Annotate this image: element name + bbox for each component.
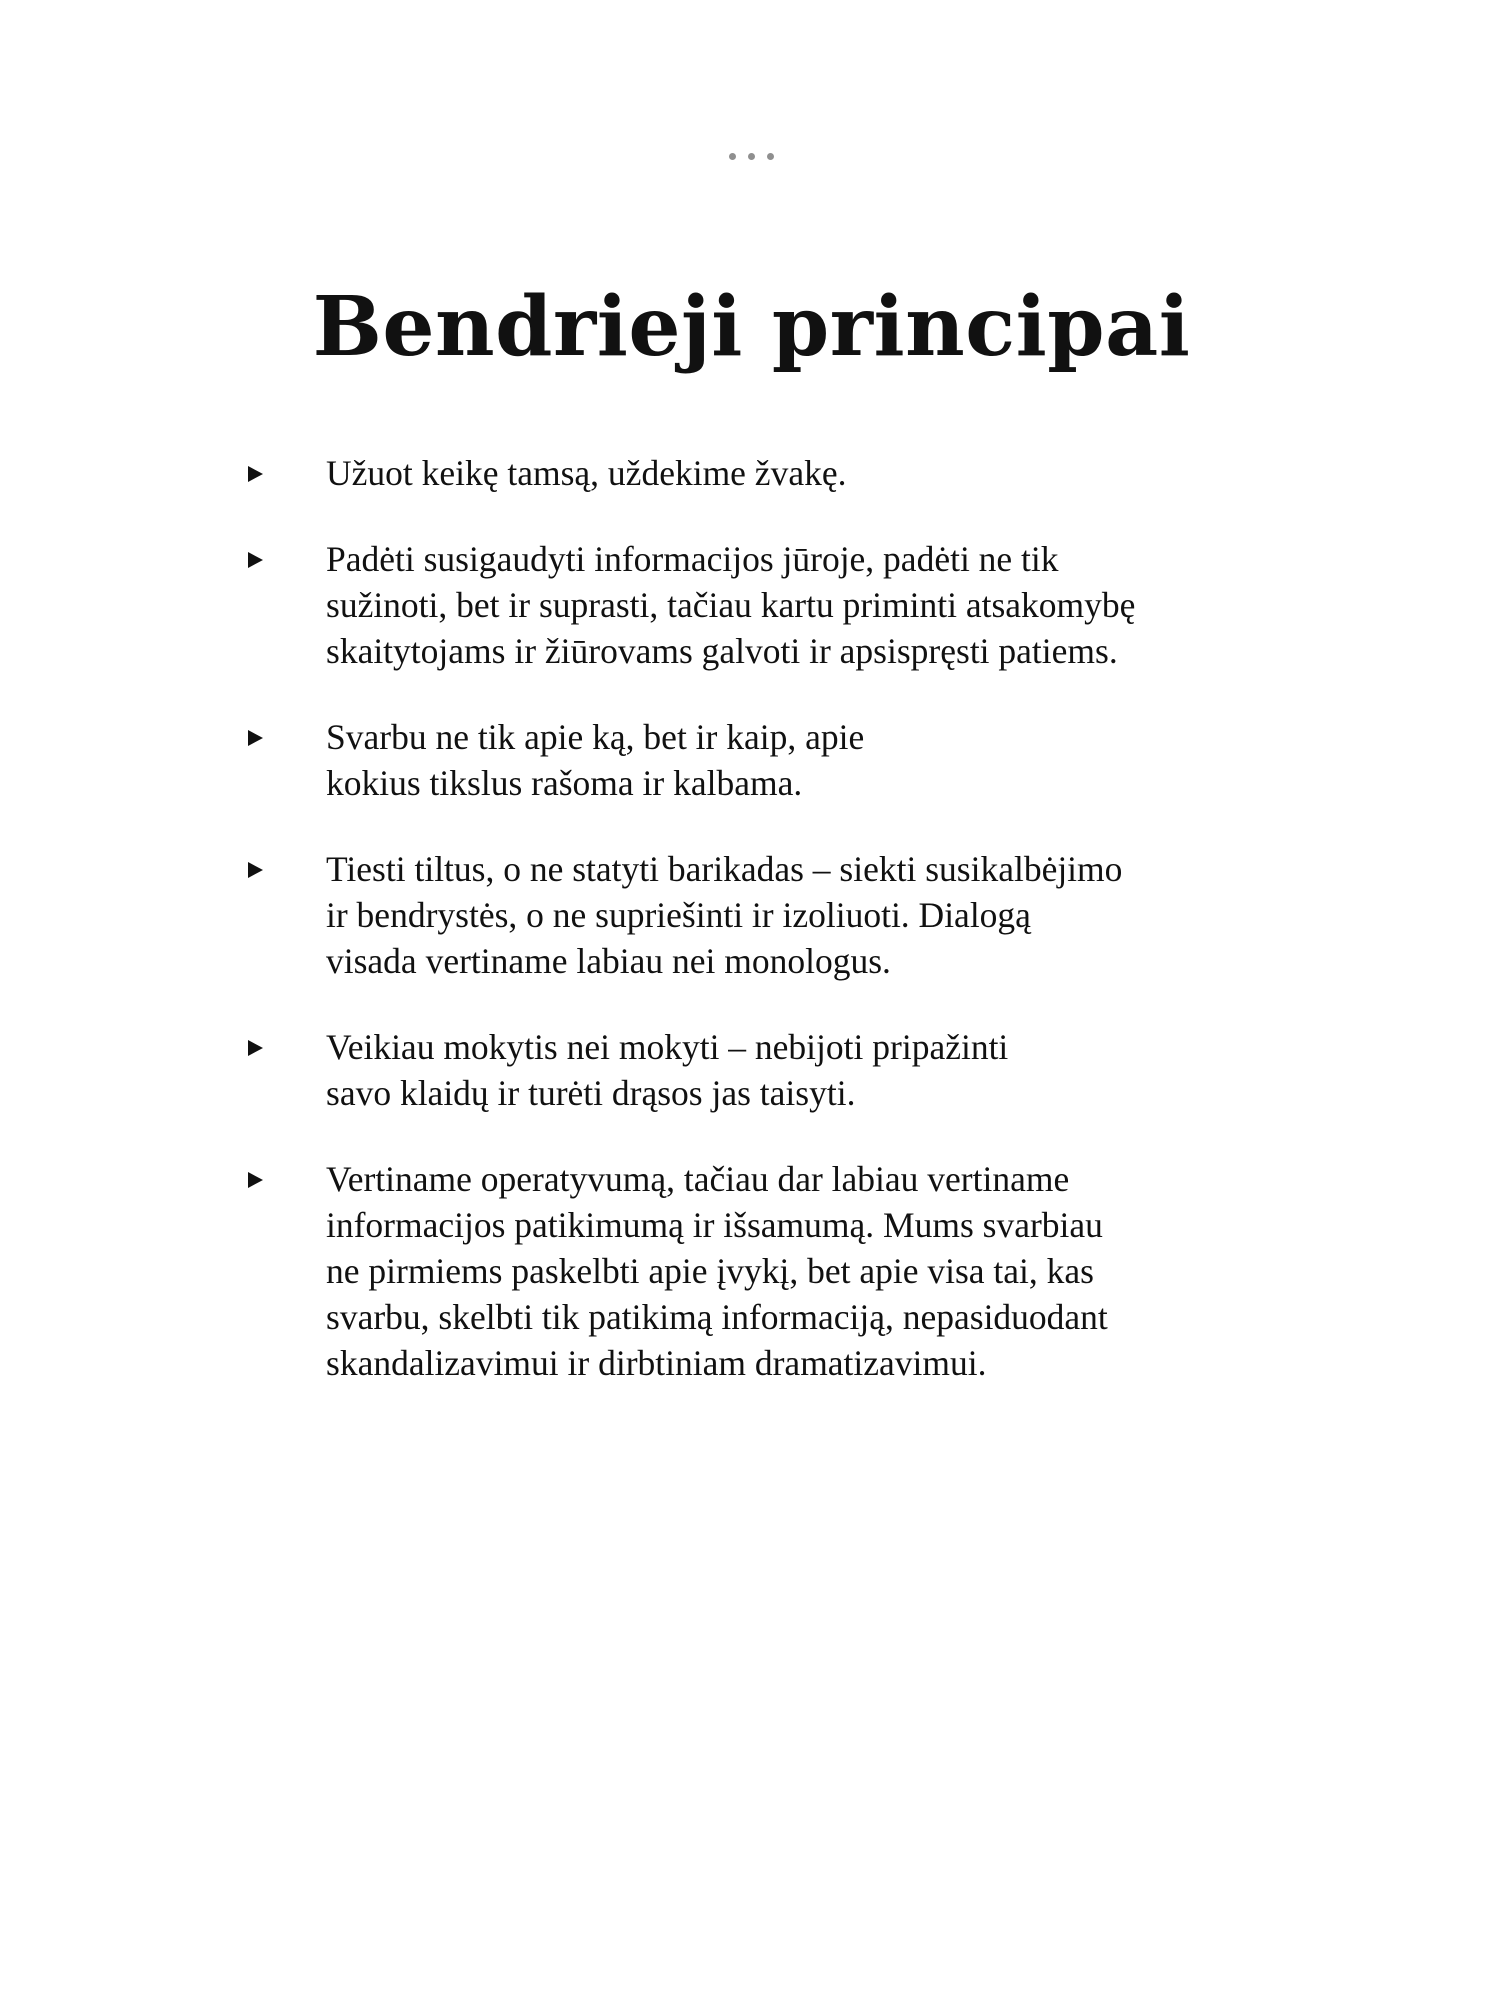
principle-line: Svarbu ne tik apie ką, bet ir kaip, apie [326, 717, 865, 757]
principle-item [245, 714, 1365, 806]
triangle-bullet-icon [248, 552, 263, 568]
principle-item [245, 846, 1365, 984]
principle-line: informacijos patikimumą ir išsamumą. Mums svarbiau [326, 1205, 1103, 1245]
dot-icon [767, 153, 774, 160]
principle-line: Veikiau mokytis nei mokyti – nebijoti pripažinti [326, 1027, 1009, 1067]
dot-icon [729, 153, 736, 160]
principle-item [245, 536, 1365, 674]
principle-line: visada vertiname labiau nei monologus. [326, 941, 891, 981]
principle-line: skaitytojams ir žiūrovams galvoti ir apsispręsti patiems. [326, 631, 1118, 671]
ellipsis-dots-icon [0, 153, 1503, 160]
principle-line: ir bendrystės, o ne supriešinti ir izoliuoti. Dialogą [326, 895, 1031, 935]
dot-icon [748, 153, 755, 160]
triangle-bullet-icon [248, 862, 263, 878]
principle-line: skandalizavimui ir dirbtiniam dramatizavimui. [326, 1343, 987, 1383]
triangle-bullet-icon [248, 1040, 263, 1056]
principle-line: ne pirmiems paskelbti apie įvykį, bet apie visa tai, kas [326, 1251, 1094, 1291]
principle-line: savo klaidų ir turėti drąsos jas taisyti. [326, 1073, 856, 1113]
principle-item [245, 1024, 1365, 1116]
principle-line: kokius tikslus rašoma ir kalbama. [326, 763, 803, 803]
principle-item [245, 1156, 1365, 1386]
triangle-bullet-icon [248, 730, 263, 746]
principle-item [245, 450, 1365, 496]
principles-list [245, 450, 1365, 1386]
principle-line: svarbu, skelbti tik patikimą informaciją, nepasiduodant [326, 1297, 1108, 1337]
page-title: Bendrieji principai [312, 279, 1191, 375]
triangle-bullet-icon [248, 1172, 263, 1188]
principle-line: Užuot keikę tamsą, uždekime žvakę. [326, 453, 847, 493]
principle-line: Padėti susigaudyti informacijos jūroje, padėti ne tik [326, 539, 1059, 579]
principle-line: Tiesti tiltus, o ne statyti barikadas – siekti susikalbėjimo [326, 849, 1123, 889]
principle-line: Vertiname operatyvumą, tačiau dar labiau vertiname [326, 1159, 1070, 1199]
triangle-bullet-icon [248, 466, 263, 482]
principle-line: sužinoti, bet ir suprasti, tačiau kartu priminti atsakomybę [326, 585, 1136, 625]
